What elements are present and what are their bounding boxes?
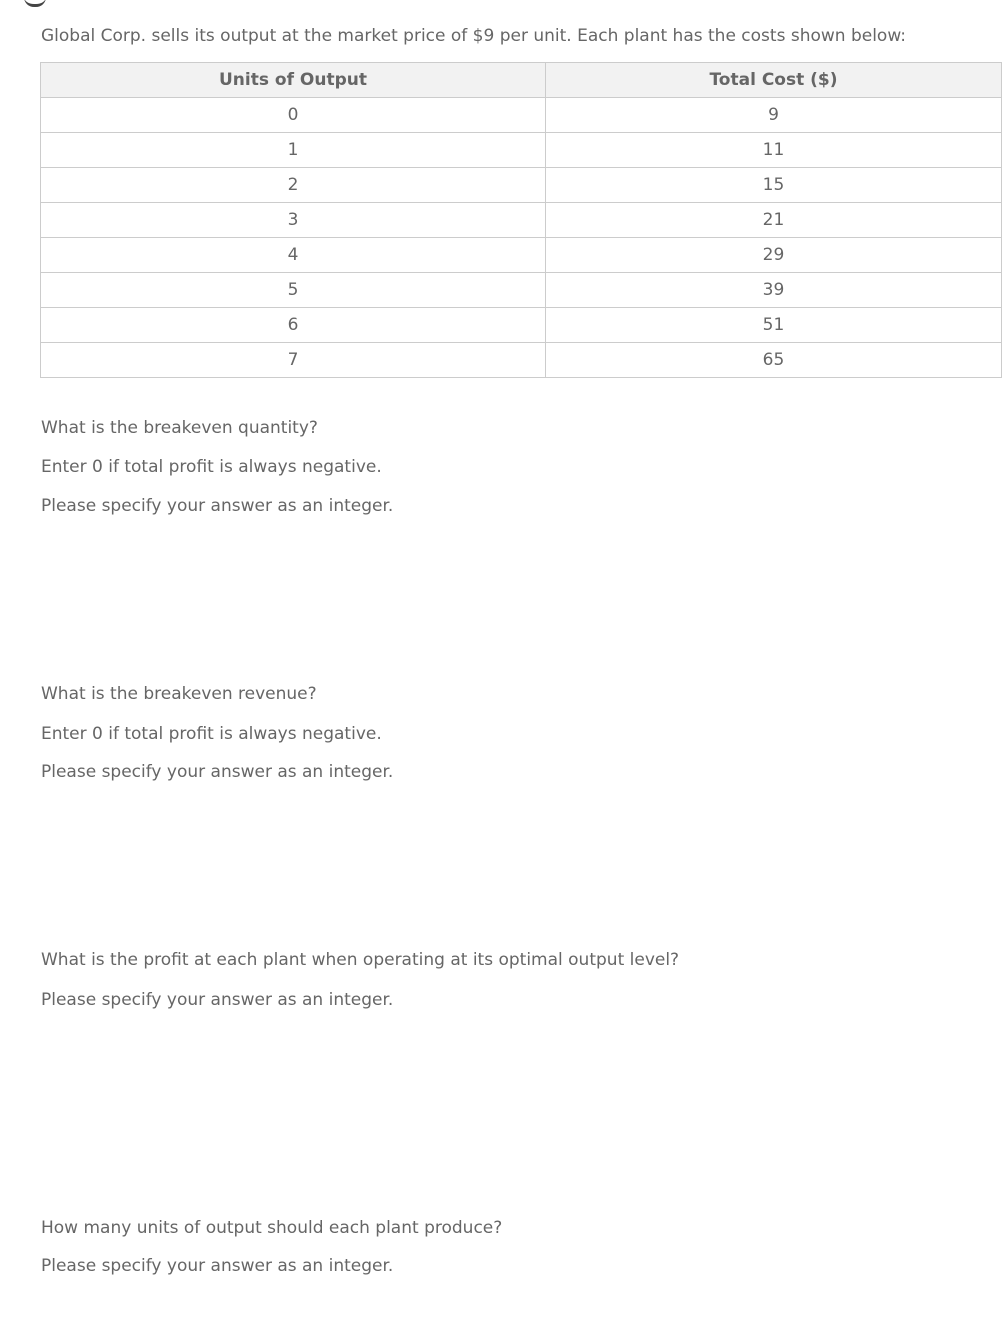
table-row (41, 98, 1002, 133)
cost-cell: 39 (546, 273, 1002, 308)
cost-table (40, 62, 1002, 378)
units-cell: 0 (41, 98, 546, 133)
header-units-of-output: Units of Output (41, 63, 546, 98)
intro-text: Global Corp. sells its output at the market price of $9 per unit. Each plant has the costs shown below: (41, 26, 907, 46)
cost-cell: 15 (546, 168, 1002, 203)
question-4-prompt: How many units of output should each plant produce? (41, 1218, 503, 1238)
question-3-instruction: Please specify your answer as an integer. (41, 990, 394, 1010)
header-total-cost: Total Cost ($) (546, 63, 1002, 98)
cost-cell: 51 (546, 308, 1002, 343)
table-row (41, 273, 1002, 308)
units-cell: 6 (41, 308, 546, 343)
cost-cell: 21 (546, 203, 1002, 238)
corner-mark (24, 0, 46, 7)
table-row (41, 203, 1002, 238)
table-row (41, 308, 1002, 343)
question-1-note: Enter 0 if total profit is always negative. (41, 457, 382, 477)
cost-cell: 29 (546, 238, 1002, 273)
question-4-instruction: Please specify your answer as an integer. (41, 1256, 394, 1276)
units-cell: 5 (41, 273, 546, 308)
table-row (41, 343, 1002, 378)
table-row (41, 168, 1002, 203)
question-2-instruction: Please specify your answer as an integer. (41, 762, 394, 782)
units-cell: 4 (41, 238, 546, 273)
cost-cell: 11 (546, 133, 1002, 168)
question-1-instruction: Please specify your answer as an integer. (41, 496, 394, 516)
cost-cell: 9 (546, 98, 1002, 133)
units-cell: 2 (41, 168, 546, 203)
table-row (41, 133, 1002, 168)
question-1-prompt: What is the breakeven quantity? (41, 418, 318, 438)
question-2-prompt: What is the breakeven revenue? (41, 684, 317, 704)
question-2-note: Enter 0 if total profit is always negative. (41, 724, 382, 744)
question-3-prompt: What is the profit at each plant when operating at its optimal output level? (41, 950, 680, 970)
cost-cell: 65 (546, 343, 1002, 378)
units-cell: 3 (41, 203, 546, 238)
units-cell: 1 (41, 133, 546, 168)
units-cell: 7 (41, 343, 546, 378)
table-header-row (41, 63, 1002, 98)
table-row (41, 238, 1002, 273)
